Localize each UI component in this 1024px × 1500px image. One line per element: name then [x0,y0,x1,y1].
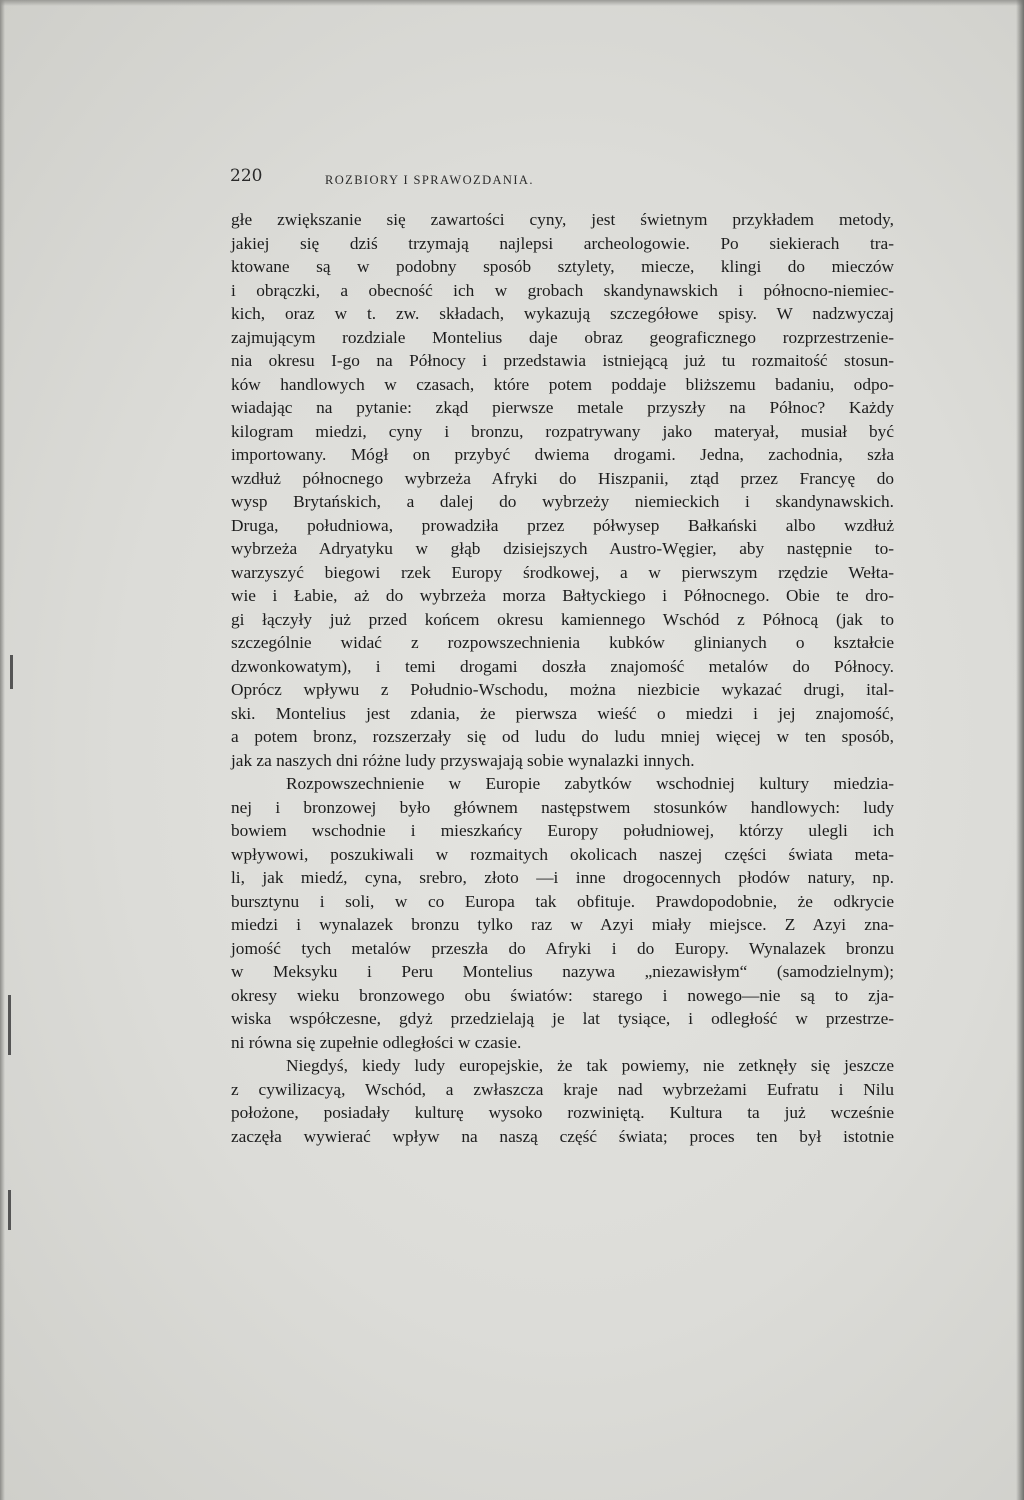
text-line: Oprócz wpływu z Południo-Wschodu, można niezbicie wykazać drugi, ital- [231,680,894,699]
text-line: importowany. Mógł on przybyć dwiema drogami. Jedna, zachodnia, szła [231,445,894,464]
text-line: wzdłuż północnego wybrzeża Afryki do Hiszpanii, ztąd przez Francyę do [231,468,894,488]
margin-mark [8,995,11,1055]
text-line: zaczęła wywierać wpływ na naszą część świata; proces ten był istotnie [231,1126,894,1146]
text-line: nej i bronzowej było głównem następstwem stosunków handlowych: ludy [231,797,894,817]
text-line: wybrzeża Adryatyku w głąb dzisiejszych Austro-Węgier, aby następnie to- [231,539,894,558]
page-number: 220 [230,166,263,186]
text-line: kich, oraz w t. zw. składach, wykazują szczegółowe spisy. W nadzwyczaj [231,304,894,323]
text-line: li, jak miedź, cyna, srebro, złoto —i inne drogocennych płodów natury, np. [231,868,894,887]
margin-mark [10,655,13,689]
text-line: gi łączyły już przed końcem okresu kamiennego Wschód z Północą (jak to [231,609,894,629]
text-line: bowiem wschodnie i mieszkańcy Europy południowej, którzy ulegli ich [231,821,894,840]
page-edge-top [0,0,1024,6]
text-line: Rozpowszechnienie w Europie zabytków wschodniej kultury miedzia- [286,774,894,793]
text-line: warzyszyć biegowi rzek Europy środkowej, a w pierwszym rzędzie Wełta- [231,562,894,582]
body-text [231,208,894,1148]
text-line: zajmującym rozdziale Montelius daje obraz geograficznego rozprzestrzenie- [231,327,894,347]
text-line: dzwonkowatym), i temi drogami doszła znajomość metalów do Północy. [231,656,894,676]
text-line: okresy wieku bronzowego obu światów: starego i nowego—nie są to zja- [231,985,894,1005]
text-line: bursztynu i soli, w co Europa tak obfituje. Prawdopodobnie, że odkrycie [231,891,894,911]
text-line: z cywilizacyą, Wschód, a zwłaszcza kraje nad wybrzeżami Eufratu i Nilu [231,1079,894,1099]
text-line: wie i Łabie, aż do wybrzeża morza Bałtyckiego i Północnego. Obie te dro- [231,586,894,605]
text-line: wiska współczesne, gdyż przedzielają je lat tysiące, i odległość w przestrze- [231,1009,894,1028]
text-line: a potem bronz, rozszerzały się od ludu do ludu mniej więcej w ten sposób, [231,727,894,746]
text-line: ski. Montelius jest zdania, że pierwsza wieść o miedzi i jej znajomość, [231,703,894,723]
text-line: Niegdyś, kiedy ludy europejskie, że tak powiemy, nie zetknęły się jeszcze [286,1056,894,1075]
text-line: w Meksyku i Peru Montelius nazywa „niezawisłym“ (samodzielnym); [231,962,894,981]
running-head: ROZBIORY I SPRAWOZDANIA. [325,173,534,187]
text-line: jak za naszych dni różne ludy przyswajają sobie wynalazki innych. [231,750,695,770]
paragraph [231,1054,894,1148]
text-line: głe zwiększanie się zawartości cyny, jest świetnym przykładem metody, [231,210,894,229]
paragraph [231,208,894,772]
text-line: nia okresu I-go na Północy i przedstawia istniejącą już tu rozmaitość stosun- [231,351,894,370]
text-line: ni równa się zupełnie odległości w czasie. [231,1032,522,1052]
page-edge-left [0,0,5,1500]
margin-mark [8,1190,11,1230]
page-header [230,163,895,193]
paragraph [231,772,894,1054]
text-line: wiadając na pytanie: zkąd pierwsze metale przyszły na Północ? Każdy [231,398,894,417]
text-line: wysp Brytańskich, a dalej do wybrzeży niemieckich i skandynawskich. [231,492,894,511]
text-line: jomość tych metalów przeszła do Afryki i do Europy. Wynalazek bronzu [231,938,894,958]
text-line: ków handlowych w czasach, które potem poddaje bliższemu badaniu, odpo- [231,374,894,394]
text-line: wpływowi, poszukiwali w rozmaitych okolicach naszej części świata meta- [231,844,894,864]
page-edge-right [1016,0,1024,1500]
text-line: jakiej się dziś trzymają najlepsi archeologowie. Po siekierach tra- [231,233,894,253]
text-line: i obrączki, a obecność ich w grobach skandynawskich i północno-niemiec- [231,280,894,300]
text-line: położone, posiadały kulturę wysoko rozwiniętą. Kultura ta już wcześnie [231,1103,894,1122]
text-line: kilogram miedzi, cyny i bronzu, rozpatrywany jako materyał, musiał być [231,421,894,441]
text-line: miedzi i wynalazek bronzu tylko raz w Azyi miały miejsce. Z Azyi zna- [231,915,894,934]
text-line: szczególnie widać z rozpowszechnienia kubków glinianych o kształcie [231,633,894,652]
text-line: Druga, południowa, prowadziła przez półwysep Bałkański albo wzdłuż [231,515,894,535]
text-line: ktowane są w podobny sposób sztylety, miecze, klingi do mieczów [231,257,894,276]
